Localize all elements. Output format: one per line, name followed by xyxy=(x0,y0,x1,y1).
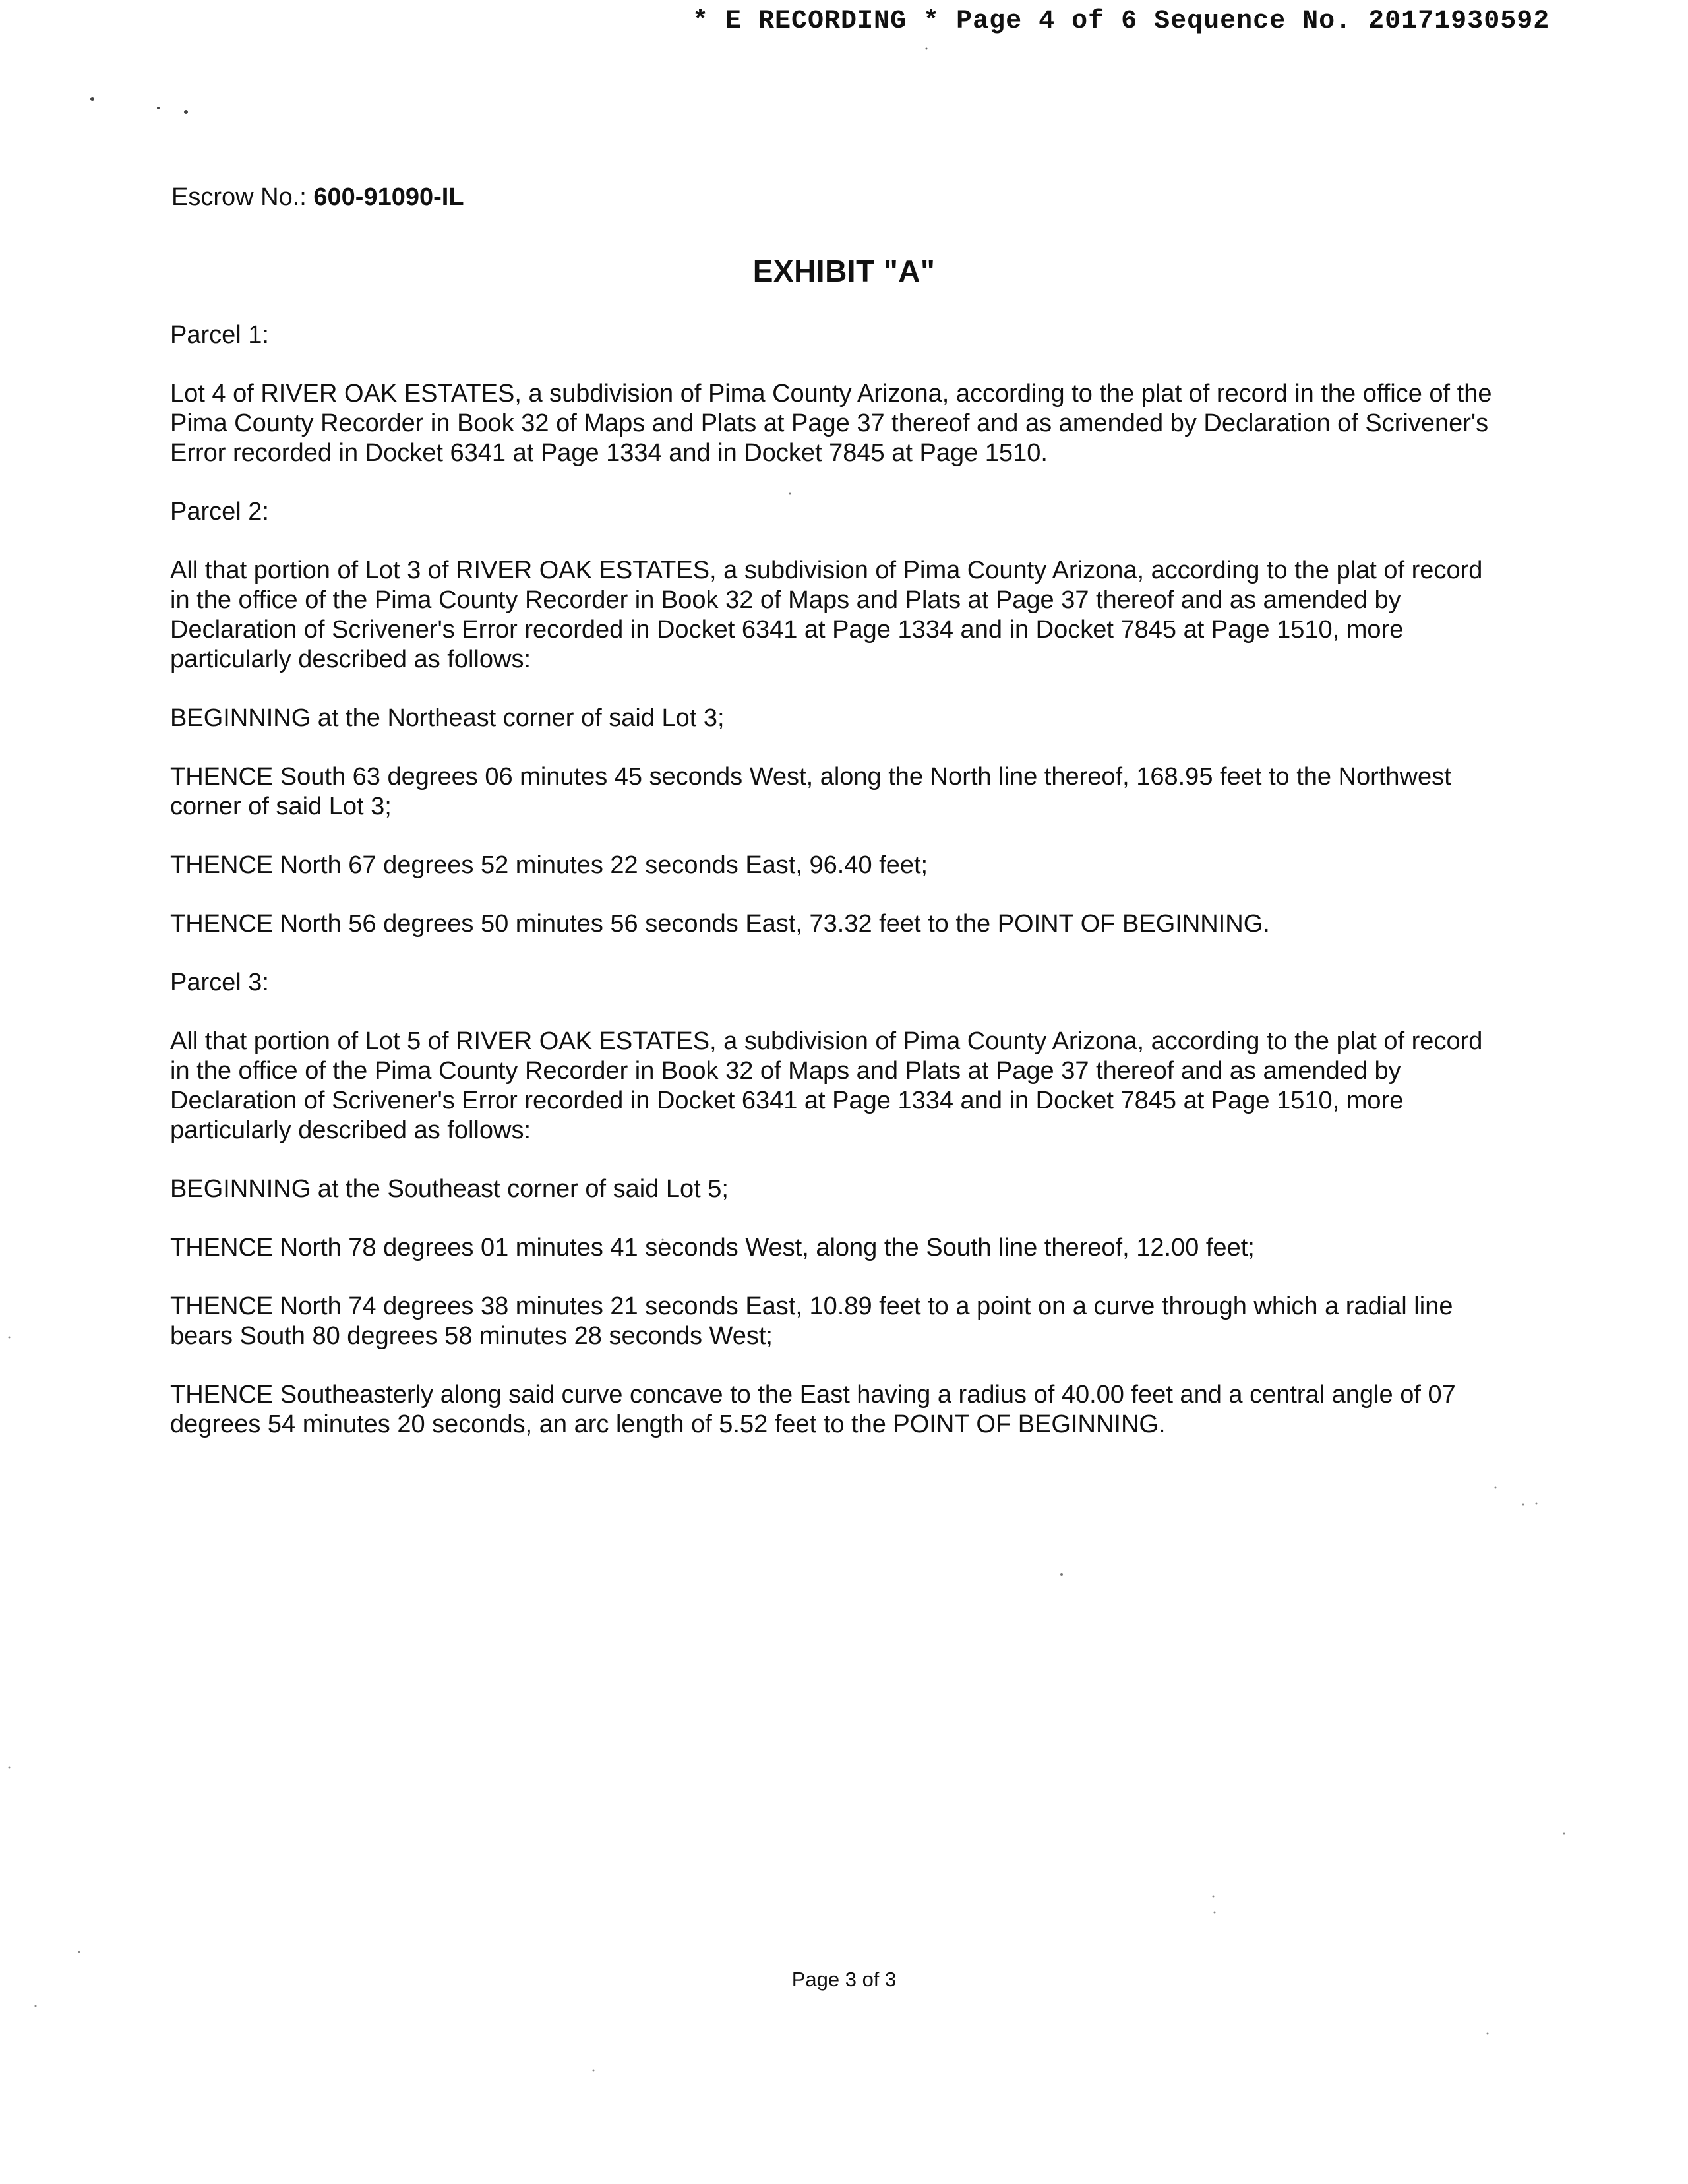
recording-stamp: * E RECORDING * Page 4 of 6 Sequence No. 20171930592 xyxy=(692,7,1550,36)
escrow-number: 600-91090-IL xyxy=(313,183,464,211)
parcel-1-description: Lot 4 of RIVER OAK ESTATES, a subdivision of Pima County Arizona, according to the plat of record in the office of the Pima County Recorder in Book 32 of Maps and Plats at Page 37 thereof and as amended by Declaration of Scrivener's Error recorded in Docket 6341 at Page 1334 and in Docket 7845 at Page 1510. xyxy=(170,380,1492,467)
page-number: Page 3 of 3 xyxy=(791,1968,897,1991)
parcel-2-description: All that portion of Lot 3 of RIVER OAK ESTATES, a subdivision of Pima County Arizona, according to the plat of record in the office of the Pima County Recorder in Book 32 of Maps and Plats at Page 37 thereof and as amended by Declaration of Scrivener's Error recorded in Docket 6341 at Page 1334 and in Docket 7845 at Page 1510, more particularly described as follows: xyxy=(170,557,1483,673)
parcel-2-heading: Parcel 2: xyxy=(170,498,269,526)
parcel-3-heading: Parcel 3: xyxy=(170,969,269,996)
parcel-1-heading: Parcel 1: xyxy=(170,321,269,349)
parcel-3-course-2: THENCE North 74 degrees 38 minutes 21 seconds East, 10.89 feet to a point on a curve through which a radial line bears South 80 degrees 58 minutes 28 seconds West; xyxy=(170,1292,1453,1350)
escrow-label: Escrow No.: xyxy=(171,183,307,211)
parcel-3-course-1: THENCE North 78 degrees 01 minutes 41 seconds West, along the South line thereof, 12.00 feet; xyxy=(170,1234,1255,1261)
escrow-line xyxy=(171,183,464,212)
parcel-3-description: All that portion of Lot 5 of RIVER OAK ESTATES, a subdivision of Pima County Arizona, according to the plat of record in the office of the Pima County Recorder in Book 32 of Maps and Plats at Page 37 thereof and as amended by Declaration of Scrivener's Error recorded in Docket 6341 at Page 1334 and in Docket 7845 at Page 1510, more particularly described as follows: xyxy=(170,1027,1483,1144)
parcel-2-course-3: THENCE North 56 degrees 50 minutes 56 seconds East, 73.32 feet to the POINT OF BEGINNING. xyxy=(170,910,1270,938)
exhibit-title: EXHIBIT "A" xyxy=(752,254,936,288)
parcel-2-course-2: THENCE North 67 degrees 52 minutes 22 seconds East, 96.40 feet; xyxy=(170,851,928,879)
parcel-3-beginning: BEGINNING at the Southeast corner of said Lot 5; xyxy=(170,1175,729,1203)
parcel-2-beginning: BEGINNING at the Northeast corner of said Lot 3; xyxy=(170,704,725,732)
legal-description xyxy=(170,320,1502,1469)
parcel-3-course-3: THENCE Southeasterly along said curve concave to the East having a radius of 40.00 feet and a central angle of 07 degrees 54 minutes 20 seconds, an arc length of 5.52 feet to the POINT OF BEGINNING. xyxy=(170,1381,1456,1438)
parcel-2-course-1: THENCE South 63 degrees 06 minutes 45 seconds West, along the North line thereof, 168.95 feet to the Northwest corner of said Lot 3; xyxy=(170,763,1451,820)
